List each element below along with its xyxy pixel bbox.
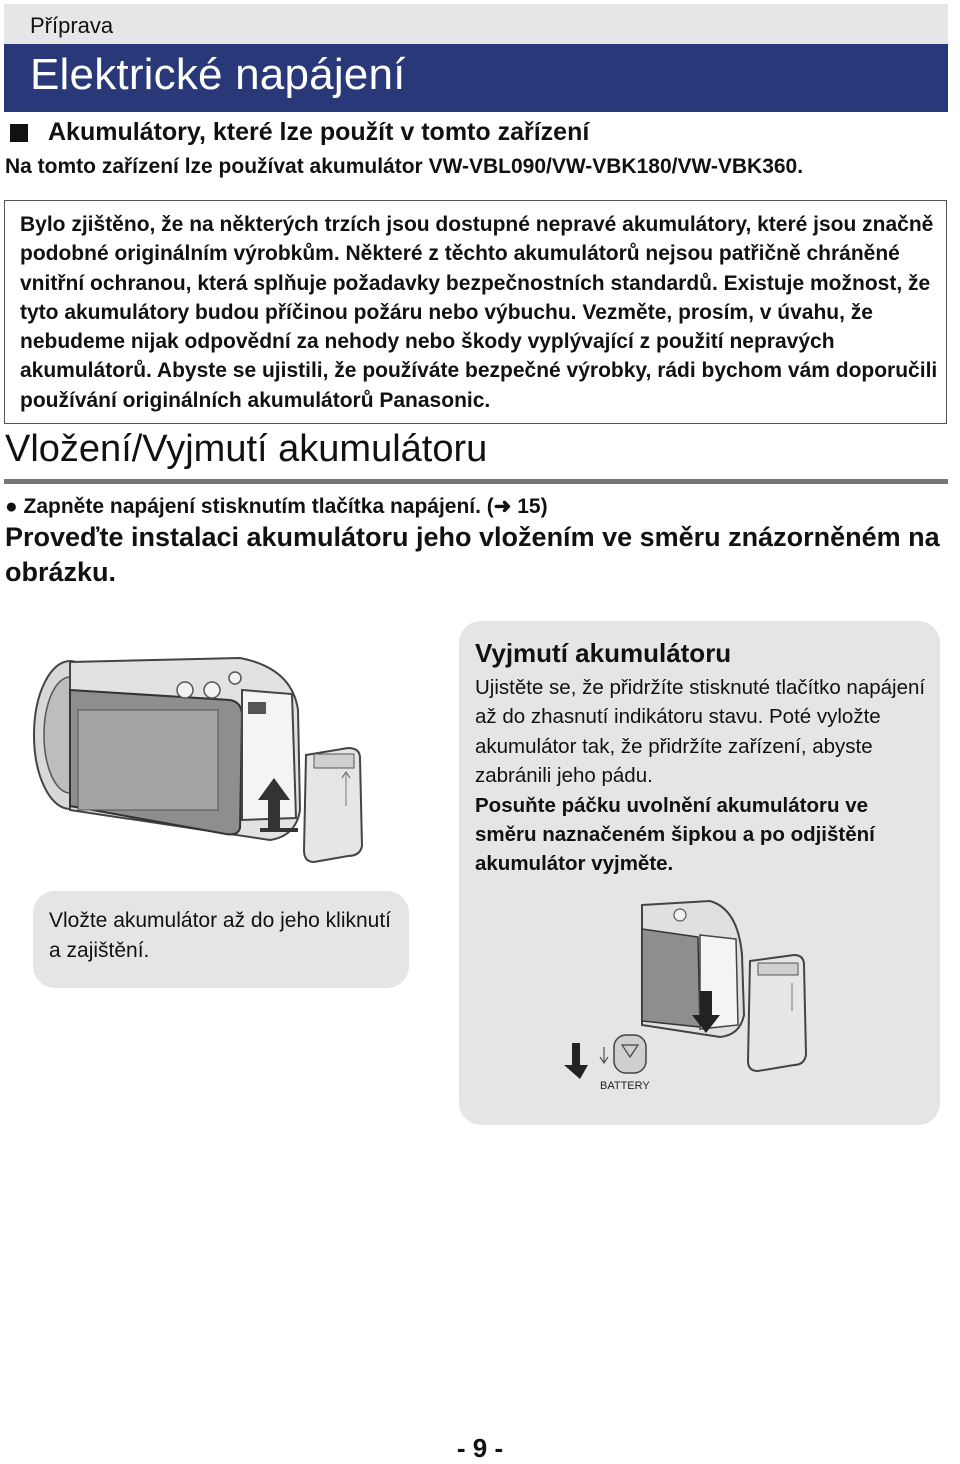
square-bullet-icon <box>10 124 28 142</box>
section-bar <box>4 4 948 44</box>
section-label: Příprava <box>30 13 114 38</box>
power-on-bullet: ● Zapněte napájení stisknutím tlačítka napájení. (➜ 15) <box>5 495 548 518</box>
removal-text: Ujistěte se, že přidržíte stisknuté tlačítko napájení až do zhasnutí indikátoru stavu. Poté vyložte akumulátor tak, že přidržíte zařízení, abyste zabránili jeho pádu. <box>475 676 926 788</box>
warning-text: Bylo zjištěno, že na některých trzích jsou dostupné nepravé akumulátory, které jsou značně podobné originálním výrobkům. Některé z těchto akumulátorů nejsou patřičně chráněné vnitřní ochranou, která splňuje požadavky bezpečnostních standardů. Existuje možnost, že tyto akumulátory budou příčinou požáru nebo výbuchu. Vezměte, prosím, v úvahu, že nebudeme nijak odpovědní za nehody nebo škody vyplývající z použití nepravých akumulátorů. Abyste se ujistili, že používáte bezpečné výrobky, rádi bychom vám doporučili používání originálních akumulátorů Panasonic. <box>20 213 938 412</box>
battery-label: BATTERY <box>600 1080 650 1092</box>
heading-rule <box>4 479 948 484</box>
insert-remove-heading: Vložení/Vyjmutí akumulátoru <box>5 428 488 470</box>
battery-removal-illustration <box>560 895 830 1095</box>
batteries-heading: Akumulátory, které lze použít v tomto zařízení <box>48 118 590 146</box>
camcorder-insert-illustration <box>30 650 370 875</box>
batteries-text: Na tomto zařízení lze používat akumulátor VW-VBL090/VW-VBK180/VW-VBK360. <box>5 155 804 178</box>
page-title: Elektrické napájení <box>30 50 406 99</box>
insert-instruction: Proveďte instalaci akumulátoru jeho vložením ve směru znázorněném na obrázku. <box>5 522 940 587</box>
removal-text-block <box>475 673 930 879</box>
removal-bold-text: Posuňte páčku uvolnění akumulátoru ve směru naznačeném šipkou a po odjištění akumulátor vyjměte. <box>475 793 875 876</box>
page-number: - 9 - <box>456 1433 504 1463</box>
insert-caption-text: Vložte akumulátor až do jeho kliknutí a zajištění. <box>49 909 392 962</box>
removal-heading: Vyjmutí akumulátoru <box>475 638 732 668</box>
